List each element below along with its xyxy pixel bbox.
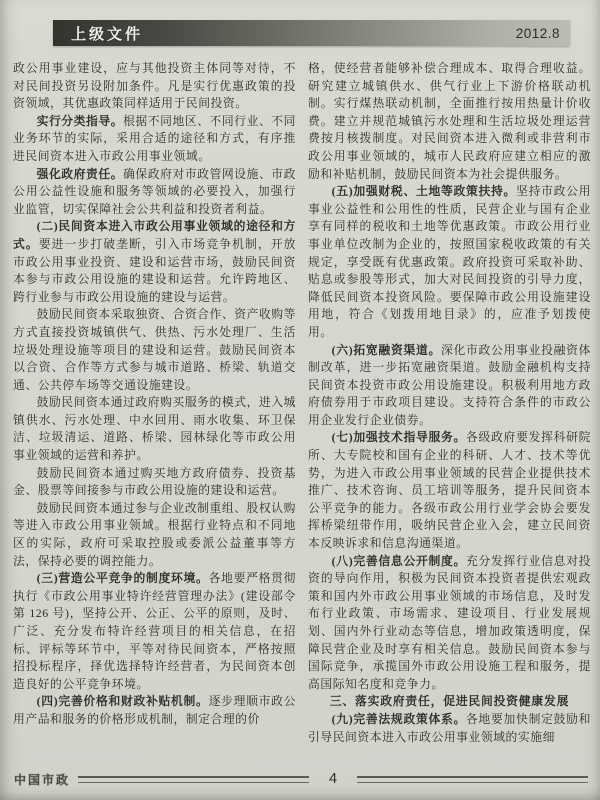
footer-rule-left	[78, 776, 309, 783]
right-paragraph-2: (六)拓宽融资渠道。深化市政公用事业投融资体制改革，进一步拓宽融资渠道。鼓励金融机构支持民间资本投资市政公用设施建设。积极利用地方政府债券用于市政项目建设。支持符合条件的市政公用企业发行企业债券。	[308, 342, 591, 427]
left-paragraph-2: 强化政府责任。确保政府对市政管网设施、市政公用公益性设施和服务等领域的必要投入，加强行业监管，切实保障社会公共利益和投资者利益。	[13, 166, 296, 216]
right-paragraph-6: (九)完善法规政策体系。各地要加快制定鼓励和引导民间资本进入市政公用事业领域的实施细	[308, 711, 591, 744]
paragraph-lead: (三)营造公平竞争的制度环境。	[36, 571, 209, 586]
right-paragraph-0: 格，使经营者能够补偿合理成本、取得合理收益。研究建立城镇供水、供气行业上下游价格联动机制。实行煤热联动机制，全面推行按用热量计价收费。建立并规范城镇污水处理和生活垃圾处理运营费按月核拨制度。对民间资本进入微利或非营利市政公用事业领域的，城市人民政府应建立相应的激励和补贴机制，鼓励民间资本为社会提供服务。	[308, 61, 591, 181]
left-paragraph-6: 鼓励民间资本通过购买地方政府债券、投资基金、股票等间接参与市政公用设施的建设和运营。	[13, 465, 296, 498]
right-paragraph-4: (八)完善信息公开制度。充分发挥行业信息对投资的导向作用，积极为民间资本投资者提供宏观政策和国内外市政公用事业领域的市场信息，及时发布行业政策、市场需求、建设项目、行业发展规划、国内外行业动态等信息，增加政策透明度，保障民营企业及时享有相关信息。鼓励民间资本参与国际竞争，承揽国外市政公用设施工程和服务，提高国际知名度和竞争力。	[308, 553, 591, 691]
left-paragraph-5: 鼓励民间资本通过政府购买服务的模式，进入城镇供水、污水处理、中水回用、雨水收集、环卫保洁、垃圾清运、道路、桥梁、园林绿化等市政公用事业领域的运营和养护。	[13, 395, 296, 463]
page-footer	[14, 771, 588, 787]
left-paragraph-0: 政公用事业建设，应与其他投资主体同等对待，不对民间投资另设附加条件。凡是实行优惠政策的投资领域，其优惠政策同样适用于民间投资。	[13, 61, 296, 111]
paragraph-lead: (八)完善信息公开制度。	[331, 553, 467, 568]
paragraph-lead: (九)完善法规政策体系。	[331, 711, 467, 726]
footer-rule-right	[357, 776, 588, 783]
paragraph-lead: (七)加强技术指导服务。	[331, 430, 467, 445]
left-paragraph-1: 实行分类指导。根据不同地区、不同行业、不同业务环节的实际，采用合适的途径和方式，有序推进民间资本进入市政公用事业领域。	[13, 113, 296, 163]
section-header-bar	[53, 20, 570, 46]
paragraph-lead: 实行分类指导。	[36, 113, 124, 128]
right-column	[308, 60, 591, 766]
section-title: 上级文件	[71, 25, 144, 43]
left-paragraph-9: (四)完善价格和财政补贴机制。逐步理顺市政公用产品和服务的价格形成机制，制定合理的价	[13, 694, 296, 726]
page-number: 4	[328, 771, 338, 787]
left-paragraph-8: (三)营造公平竞争的制度环境。各地要严格贯彻执行《市政公用事业特许经营管理办法》(建设部令第 126 号)，坚持公开、公正、公平的原则，及时、广泛、充分发布特许经营项目的相关信息，在招标、评标等环节中，平等对待民间资本，严格按照招投标程序，择优选择特许经营者，为民间资本创造良好的公平竞争环境。	[13, 571, 296, 691]
right-paragraph-1: (五)加强财税、土地等政策扶持。坚持市政公用事业公益性和公用性的性质，民营企业与国有企业享有同样的税收和土地等优惠政策。市政公用行业事业单位改制为企业的，按照国家税收政策的有关规定，享受既有优惠政策。政府投资可采取补助、贴息或参股等形式，加大对民间投资的引导力度，降低民间资本投资风险。要保障市政公用设施建设用地，符合《划拨用地目录》的，应准予划拨使用。	[308, 184, 591, 339]
paragraph-lead: (四)完善价格和财政补贴机制。	[36, 694, 209, 709]
left-paragraph-3: (二)民间资本进入市政公用事业领域的途径和方式。要进一步打破垄断，引入市场竞争机制，开放市政公用事业投资、建设和运营市场，鼓励民间资本参与市政公用设施的建设和运营。允许跨地区、跨行业参与市政公用设施的建设与运营。	[13, 219, 296, 304]
left-column	[13, 60, 296, 766]
paragraph-lead: (六)拓宽融资渠道。	[331, 342, 441, 357]
left-paragraph-4: 鼓励民间资本采取独资、合资合作、资产收购等方式直接投资城镇供气、供热、污水处理厂、生活垃圾处理设施等项目的建设和运营。鼓励民间资本以合资、合作等方式参与城市道路、桥梁、轨道交通、公共停车场等交通设施建设。	[13, 307, 296, 392]
magazine-logo: 中国市政	[14, 772, 71, 787]
left-paragraph-7: 鼓励民间资本通过参与企业改制重组、股权认购等进入市政公用事业领域。根据行业特点和不同地区的实际，政府可采取控股或委派公益董事等方法，保持必要的调控能力。	[13, 500, 296, 568]
paragraph-lead: (五)加强财税、土地等政策扶持。	[331, 184, 517, 199]
right-paragraph-3: (七)加强技术指导服务。各级政府要发挥科研院所、大专院校和国有企业的科研、人才、技术等优势，为进入市政公用事业领域的民营企业提供技术推广、技术咨询、员工培训等服务，提升民间资本公平竞争的能力。各级市政公用行业学会协会要发挥桥梁纽带作用，吸纳民营企业入会，建立民间资本反映诉求和信息沟通渠道。	[308, 430, 591, 551]
paragraph-lead: 强化政府责任。	[36, 166, 124, 181]
document-body	[13, 60, 591, 766]
paragraph-lead: (二)民间资本进入市政公用事业领域的途径和方式。	[13, 219, 296, 251]
issue-date: 2012.8	[515, 25, 560, 41]
section-heading: 三、落实政府责任，促进民间投资健康发展	[329, 694, 570, 709]
